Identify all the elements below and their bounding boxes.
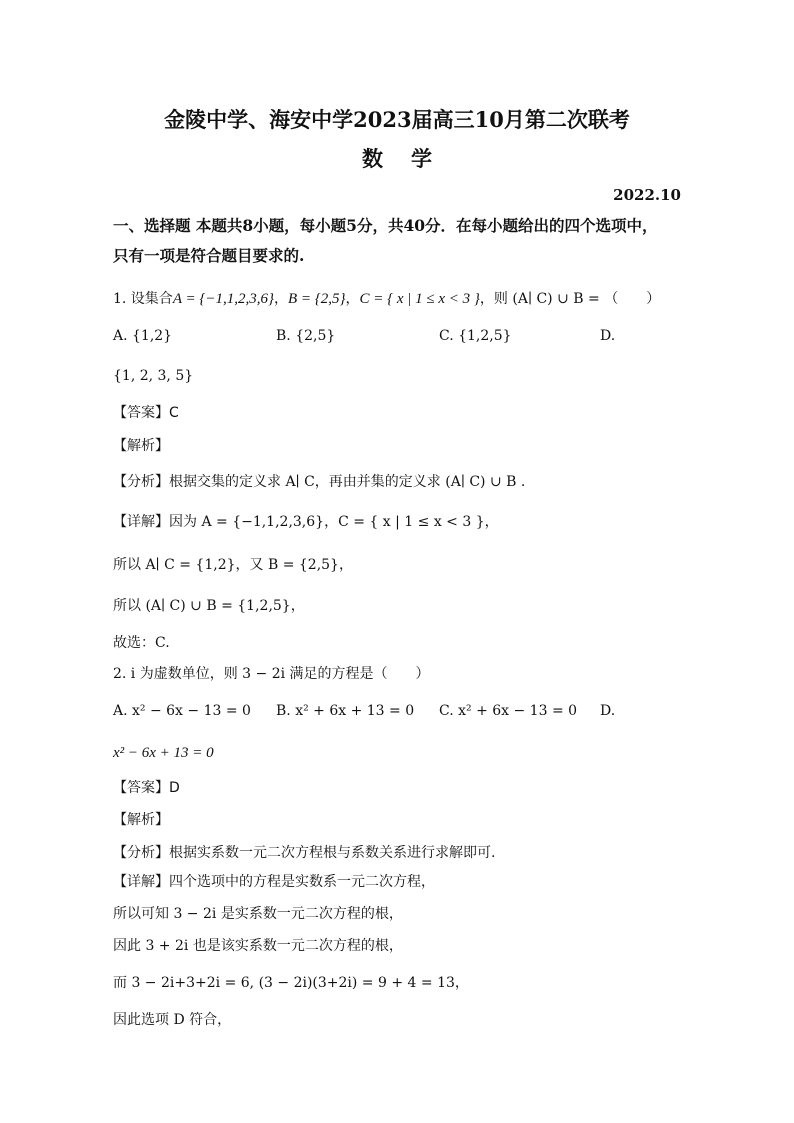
q1-option-c: C. {1,2,5} xyxy=(439,328,512,344)
q2-option-d: D. xyxy=(600,703,616,719)
q2-answer-label: 【答案】 xyxy=(113,780,169,796)
q1-analysis-label: 【解析】 xyxy=(113,438,169,454)
q1-answer xyxy=(113,403,179,423)
q1-detail-1: 【详解】因为 A = {−1,1,2,3,6}，C = { x | 1 ≤ x < 3 }， xyxy=(113,514,499,530)
set-a: A = {−1,1,2,3,6} xyxy=(172,291,274,307)
q1-option-a: A. {1,2} xyxy=(113,328,173,344)
q2-option-b: B. x² + 6x + 13 = 0 xyxy=(276,703,415,719)
q1-option-d: D. xyxy=(600,328,616,344)
set-b: B = {2,5} xyxy=(287,291,346,307)
q1-fenxi: 【分析】根据交集的定义求 A∣ C，再由并集的定义求 (A∣ C) ∪ B . xyxy=(113,474,526,490)
question-1-stem: 1. 设集合A = {−1,1,2,3,6}，B = {2,5}，C = { x | 1 ≤ x < 3 }，则 (A∣ C) ∪ B = （ ） xyxy=(113,291,661,307)
q1-option-d-value: {1, 2, 3, 5} xyxy=(113,368,194,384)
q2-detail-5: 因此选项 D 符合， xyxy=(113,1012,232,1028)
set-c: C = { x | 1 ≤ x < 3 } xyxy=(359,291,480,307)
section-heading-line2: 只有一项是符合题目要求的. xyxy=(113,246,305,265)
q2-answer-value: D xyxy=(169,780,180,796)
q2-detail-2: 所以可知 3 − 2i 是实系数一元二次方程的根， xyxy=(113,906,403,922)
q1-answer-value: C xyxy=(169,405,179,421)
section-heading-line1: 一、选择题 本题共8小题，每小题5分，共40分．在每小题给出的四个选项中， xyxy=(113,216,658,235)
q2-detail-3: 因此 3 + 2i 也是该实系数一元二次方程的根， xyxy=(113,938,403,954)
q1-detail-2: 所以 A∣ C = {1,2}，又 B = {2,5}， xyxy=(113,557,353,573)
question-1-prefix: 1. 设集合 xyxy=(113,291,173,307)
q2-detail-1: 【详解】四个选项中的方程是实数系一元二次方程， xyxy=(113,874,435,890)
exam-title: 金陵中学、海安中学2023届高三10月第二次联考 xyxy=(164,107,630,132)
subject-title: 数学 xyxy=(362,146,460,171)
q1-answer-label: 【答案】 xyxy=(113,405,169,421)
question-2-stem: 2. i 为虚数单位，则 3 − 2i 满足的方程是（ ） xyxy=(113,666,430,682)
q1-option-b: B. {2,5} xyxy=(276,328,336,344)
q2-option-d-value: x² − 6x + 13 = 0 xyxy=(113,745,214,761)
question-1-ask: ，则 (A∣ C) ∪ B = （ ） xyxy=(479,291,661,307)
q2-analysis-label: 【解析】 xyxy=(113,812,169,828)
q2-detail-4: 而 3 − 2i+3+2i = 6, (3 − 2i)(3+2i) = 9 + 4 = 13， xyxy=(113,975,469,991)
q1-detail-3: 所以 (A∣ C) ∪ B = {1,2,5}， xyxy=(113,598,305,614)
q2-answer xyxy=(113,778,180,798)
q2-option-a: A. x² − 6x − 13 = 0 xyxy=(113,703,251,719)
q2-fenxi: 【分析】根据实系数一元二次方程根与系数关系进行求解即可. xyxy=(113,845,496,861)
q2-option-c: C. x² + 6x − 13 = 0 xyxy=(439,703,578,719)
q1-conclusion: 故选：C. xyxy=(113,635,170,651)
exam-date: 2022.10 xyxy=(613,186,681,204)
